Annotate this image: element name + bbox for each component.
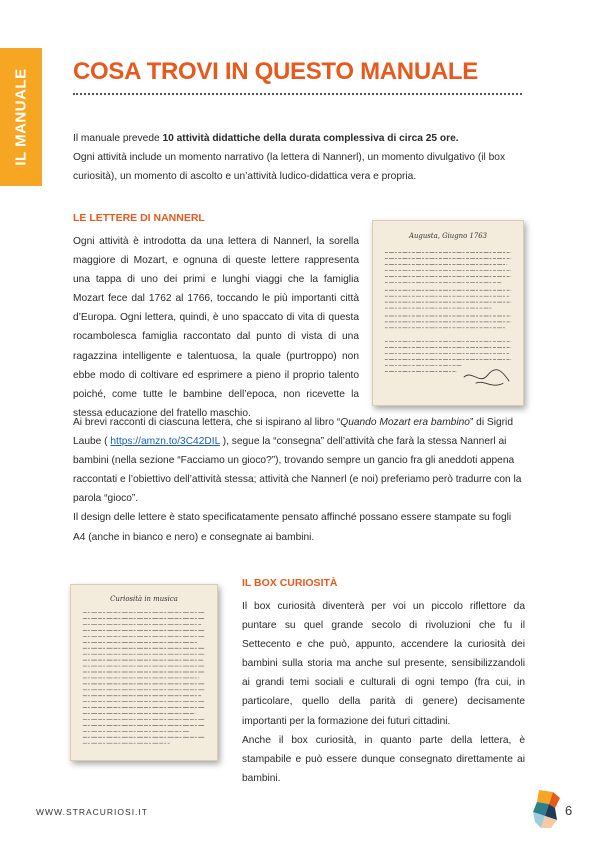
para2-text-a: Ai brevi racconti di ciascuna lettera, che si ispirano al libro “ <box>73 417 341 428</box>
intro-paragraph <box>73 129 533 186</box>
page-number: 6 <box>565 803 573 818</box>
letter1-heading: Augusta, Giugno 1763 <box>408 231 488 240</box>
book-title: Quando Mozart era bambino <box>340 417 470 428</box>
para2-text-c: ), segue la “consegna” dell’attività che farà la stessa Nannerl ai bambini (nella sezione “Facciamo un gioco?”), trovando sempre un gancio fra gli aneddoti appena raccontati e l’obiettivo dell’attività stessa; attività che Nannerl (e noi) preferiamo però tradurre con la parola “gioco”. <box>73 436 522 505</box>
page-title: COSA TROVI IN QUESTO MANUALE <box>73 58 478 85</box>
side-tab <box>0 48 42 186</box>
para2-text-b: ” di Sigrid Laube ( <box>73 417 513 448</box>
title-divider <box>73 93 522 95</box>
box-preview-svg <box>71 585 217 760</box>
intro-text: Il manuale prevede <box>73 133 163 144</box>
box-paragraph-2: Anche il box curiosità, in quanto parte della lettera, è stampabile e può essere dunque consegnato direttamente ai bambini. <box>242 734 525 784</box>
amazon-link[interactable]: https://amzn.to/3C42DIL <box>110 436 220 448</box>
letter-preview-image <box>372 220 524 406</box>
footer-website: WWW.STRACURIOSI.IT <box>36 807 148 817</box>
intro-bold: 10 attività didattiche della durata complessiva di circa 25 ore. <box>162 133 459 144</box>
intro-text-2: Ogni attività include un momento narrativo (la lettera di Nannerl), un momento divulgativo (il box curiosità), un momento di ascolto e un’attività ludico-didattica vera e propria. <box>73 152 506 182</box>
box-paragraph <box>242 597 525 788</box>
side-tab-label: IL MANUALE <box>12 68 30 166</box>
lettere-paragraph-3: Il design delle lettere è stato specificatamente pensato affinché possano essere stampate su fogli A4 (anche in bianco e nero) e consegnate ai bambini. <box>73 512 512 543</box>
stracuriosi-logo-icon <box>531 788 561 830</box>
box-paragraph-1: Il box curiosità diventerà per voi un piccolo riflettore da puntare su quel grande secolo di rivoluzioni che fu il Settecento e che può, appunto, accendere la curiosità dei bambini sulla storia ma anche sul presente, sensibilizzandoli ai grandi temi sociali e culturali di ogni tempo (fra cui, in particolare, quello della parità di genere) decisamente importanti per la formazione dei futuri cittadini. <box>242 601 525 727</box>
box-curiosita-preview-image <box>70 584 218 761</box>
lettere-paragraph-2 <box>73 413 524 547</box>
letter-preview-svg <box>373 221 523 405</box>
heading-lettere: LE LETTERE DI NANNERL <box>73 212 205 224</box>
lettere-paragraph-1: Ogni attività è introdotta da una lettera di Nannerl, la sorella maggiore di Mozart, e ognuna di queste lettere rappresenta una tappa di uno dei primi e lunghi viaggi che la famiglia Mozart fece dal 1762 al 1766, toccando le più importanti città d’Europa. Ogni lettera, quindi, è uno spaccato di vita di questa rocambolesca famiglia raccontato dal punto di vista di una ragazzina intelligente e talentuosa, la quale (purtroppo) non ebbe modo di coltivare ed esprimere a pieno il proprio talento poiché, come tutte le bambine dell’epoca, non ricevette la stessa educazione del fratello maschio. <box>73 236 359 419</box>
letter2-heading: Curiosità in musica <box>110 594 178 603</box>
heading-box-curiosita: IL BOX CURIOSITÀ <box>242 577 338 589</box>
